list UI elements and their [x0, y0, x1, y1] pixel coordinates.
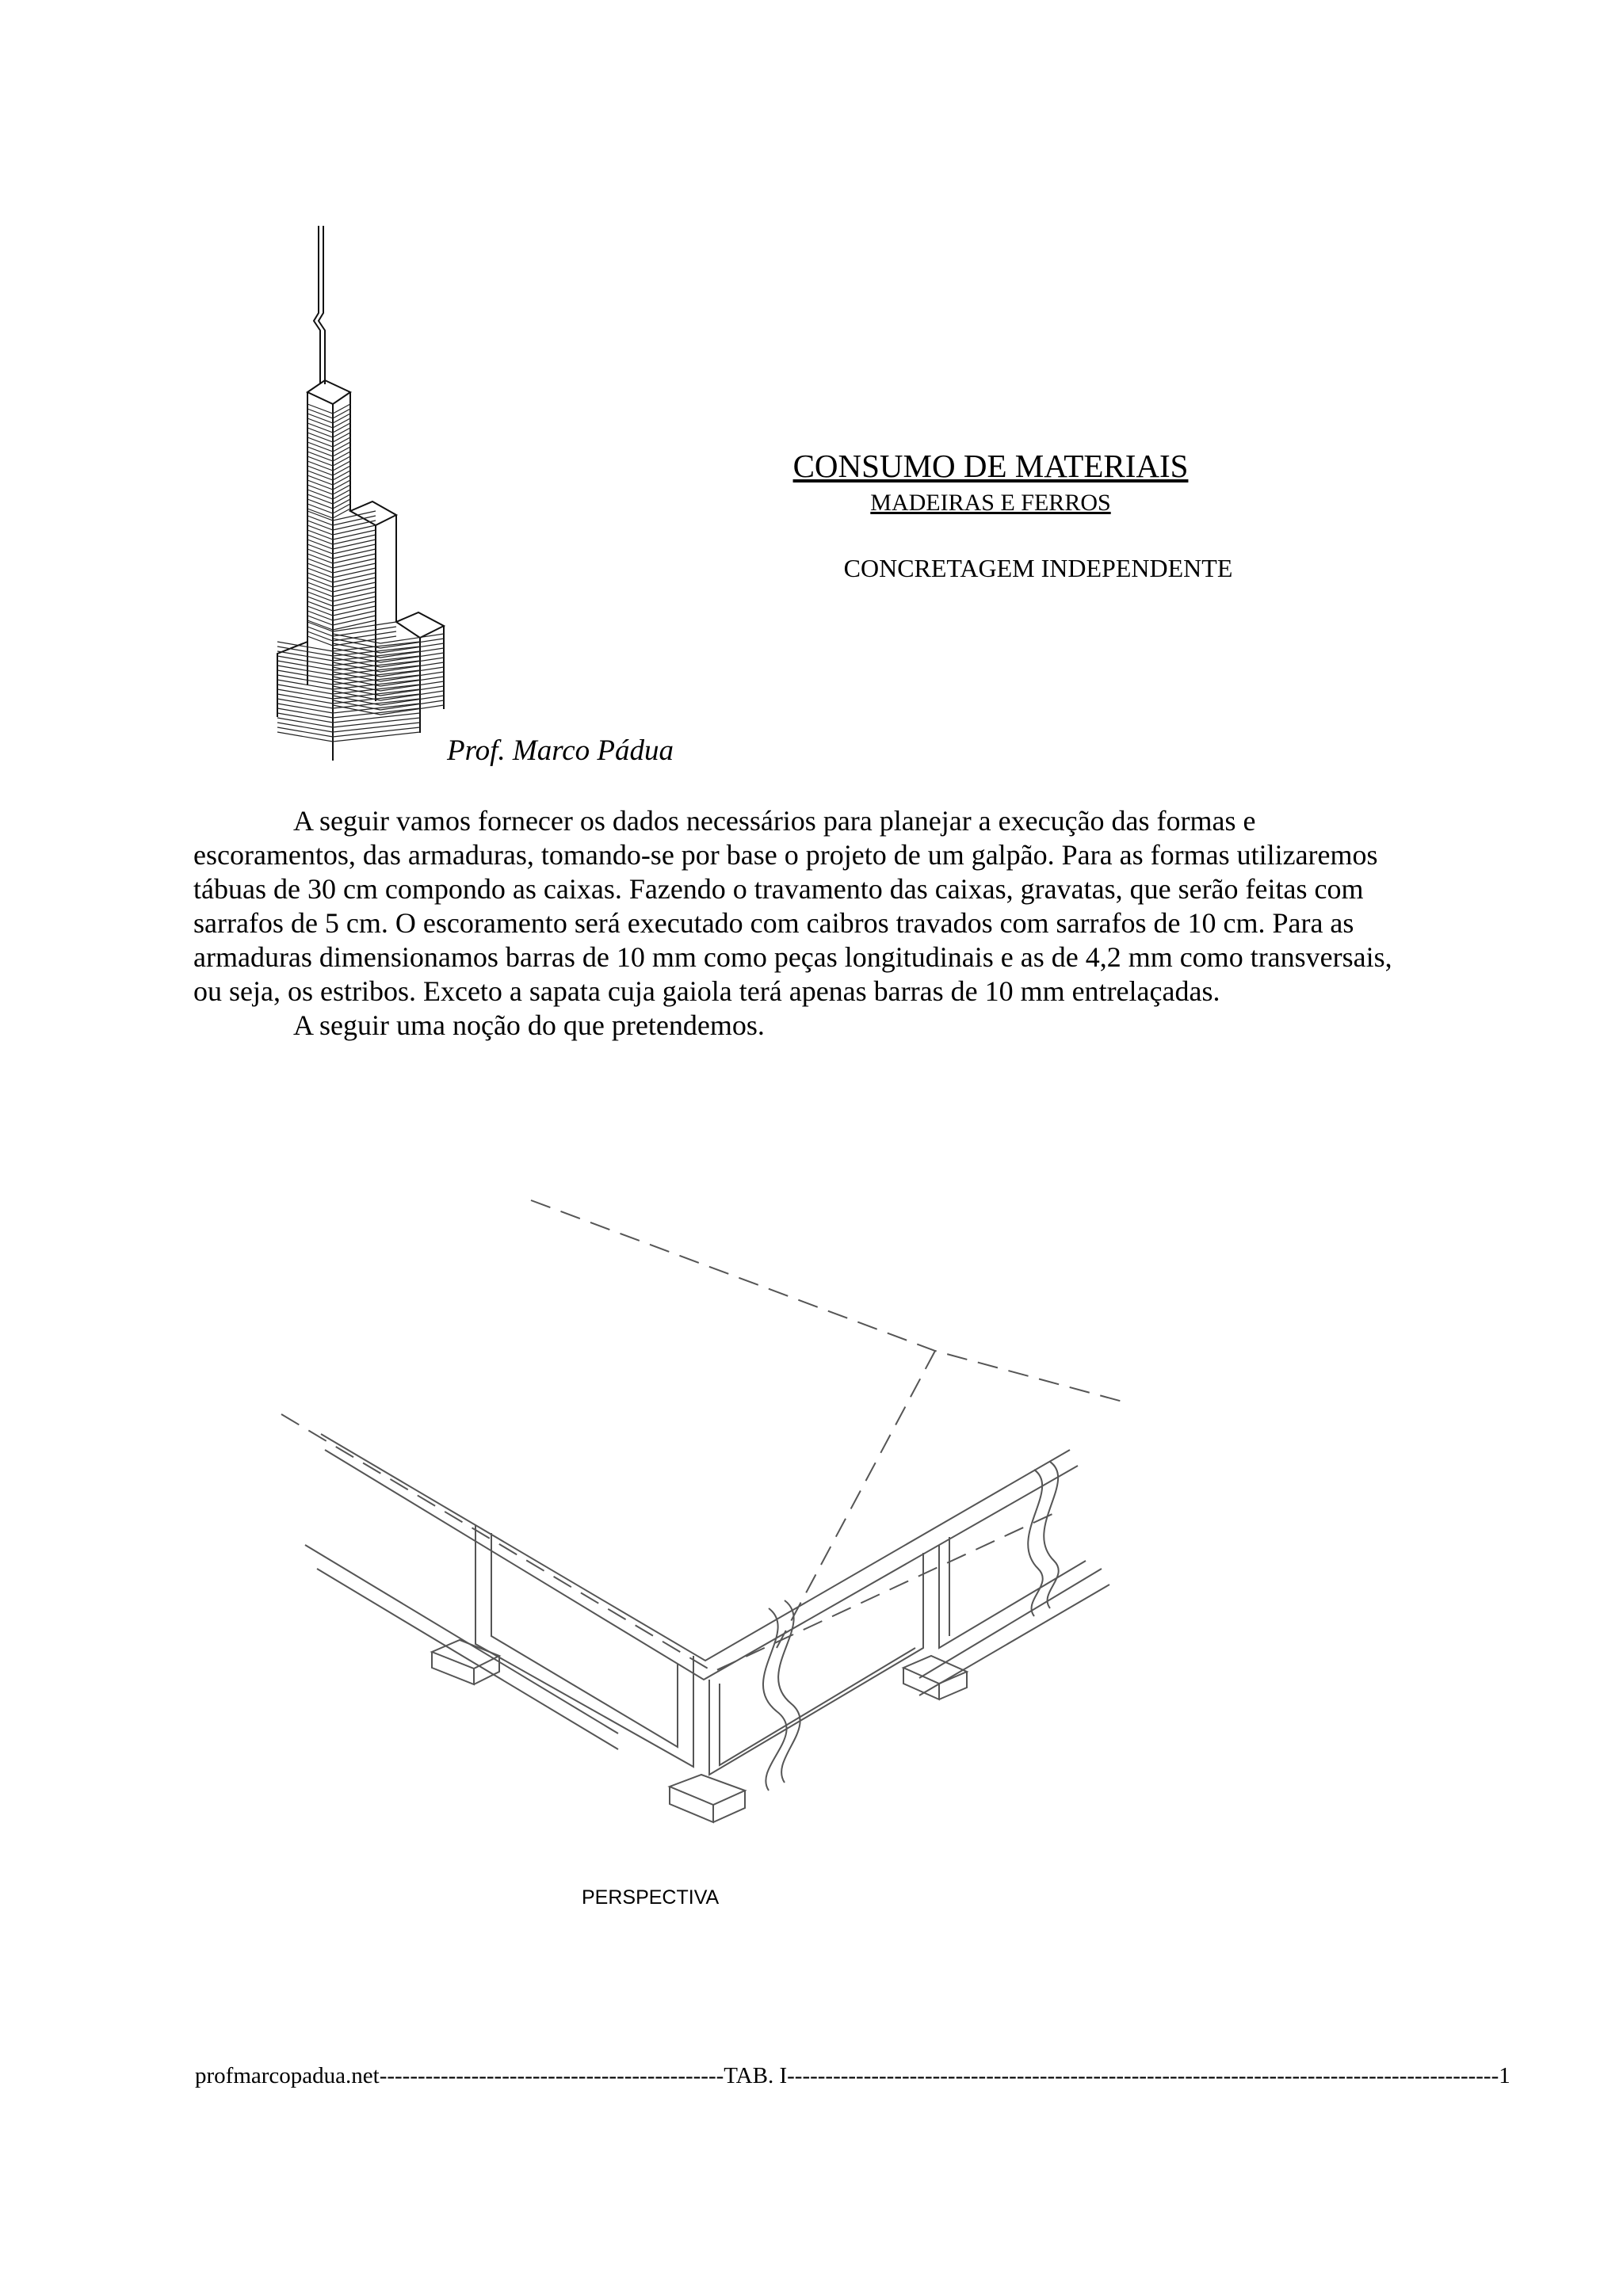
page-title: CONSUMO DE MATERIAIS	[792, 448, 1189, 484]
footer-dashes-left: ---------------------------------------------	[379, 2063, 724, 2088]
author-name: Prof. Marco Pádua	[447, 734, 674, 767]
figure-caption: PERSPECTIVA	[582, 1886, 720, 1909]
method-heading: CONCRETAGEM INDEPENDENTE	[843, 554, 1233, 582]
footer-site: profmarcopadua.net	[195, 2063, 380, 2088]
page-subtitle: MADEIRAS E FERROS	[870, 490, 1111, 516]
paragraph-intro: A seguir vamos fornecer os dados necessários para planejar a execução das formas e escoramentos, das armaduras, tomando-se por base o projeto de um galpão. Para as formas utilizaremos tábuas de 30 cm compondo as caixas. Fazendo o travamento das caixas, gravatas, que serão feitas com sarrafos de 5 cm. O escoramento será executado com caibros travados com sarrafos de 10 cm. Para as armaduras dimensionamos barras de 10 mm como peças longitudinais e as de 4,2 mm como transversais, ou seja, os estribos. Exceto a sapata cuja gaiola terá apenas barras de 10 mm entrelaçadas.	[193, 805, 1392, 1007]
paragraph-notion: A seguir uma noção do que pretendemos.	[293, 1009, 765, 1041]
page-footer	[195, 2063, 1510, 2089]
footer-dashes-right: ---------------------------------------------------------------------------------------------	[787, 2063, 1499, 2088]
page-number: 1	[1499, 2063, 1510, 2088]
footer-table-label: TAB. I	[724, 2063, 788, 2088]
body-text	[193, 804, 1398, 1043]
perspective-drawing	[262, 1188, 1157, 1846]
skyscraper-logo	[262, 226, 499, 765]
